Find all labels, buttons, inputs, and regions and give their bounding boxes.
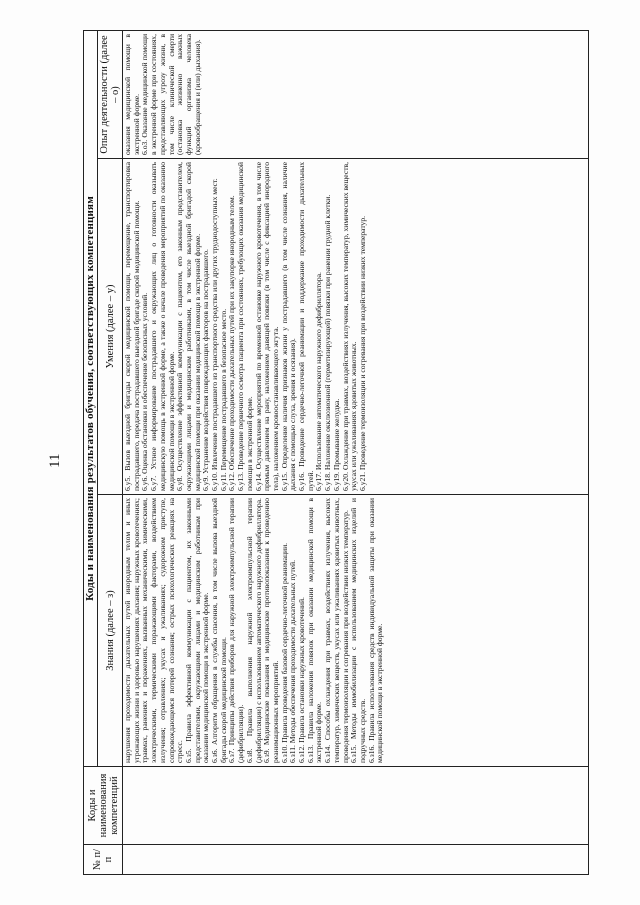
knowledge-item: 6.з14. Способы охлаждения при травмах, воздействиях излучения, высоких температур, химических веществ, укусах или ужаливаниях ядовитых животных, проведения термоизоляции и согревания при воздействии низких температур.: [323, 498, 350, 763]
header-num: № п/п: [84, 845, 123, 875]
header-knowledge: Знания (далее – з): [98, 495, 123, 767]
competencies-table: [83, 30, 589, 875]
experience-item: 6.о3. Оказание медицинской помощи в экстренной форме при состояниях, представляющих угрозу жизни, в том числе клинической смерти (остановка жизненно важных функций организма человека (кровообращения и (или) дыхания).: [140, 33, 202, 155]
cell-skills: [123, 159, 589, 495]
page-number: 11: [47, 453, 63, 468]
cell-num: [123, 845, 589, 875]
header-row-2: [98, 30, 123, 874]
header-group: Коды и наименования результатов обучения, соответствующих компетенциям: [84, 30, 98, 766]
knowledge-item: 6.з15. Методы иммобилизации с использованием медицинских изделий и подручных средств.: [349, 498, 367, 763]
header-codes: Коды и наименования компетенций: [84, 767, 123, 845]
header-row-1: [84, 30, 98, 874]
header-skills: Умения (далее – у): [98, 159, 123, 495]
skill-item: 6.у17. Использование автоматического наружного дефибриллятора.: [314, 272, 324, 491]
skill-item: 6.у6. Оценка обстановки и обеспечение безопасных условий.: [140, 292, 150, 491]
skill-item: 6.у5. Вызов выездной бригады скорой медицинской помощи, перемещение, транспортировка пострадавшего, передача пострадавшего выездной бригаде скорой медицинской помощи.: [123, 162, 141, 491]
skill-item: 6.у12. Обеспечение проходимости дыхательных путей при их закупорке инородным телом.: [227, 195, 237, 491]
skill-item: 6.у9. Устранение воздействия повреждающих факторов на пострадавшего.: [201, 249, 211, 491]
skill-item: 6.у16. Проведение сердечно-легочной реанимации и поддержание проходимости дыхательных путей.: [297, 162, 315, 491]
table-row: [123, 30, 589, 874]
knowledge-item: 6.з9. Медицинские показания и медицинские противопоказания к проведению реанимационных мероприятий.: [262, 498, 280, 763]
skill-item: 6.у15. Определение наличия признаков жизни у пострадавшего (в том числе сознания, наличие дыхания с помощью слуха, зрения и осязания).: [279, 162, 298, 491]
skill-item: 6.у10. Извлечение пострадавшего из транспортного средства или других труднодоступных мест.: [210, 178, 220, 491]
skill-item: 6.у14. Осуществление мероприятий по временной остановке наружного кровотечения, в том числе прямым давлением на рану, наложением давящей повязки (в том числе с фиксацией инородного тела), наложением кровоостанавливающего жгута.: [253, 162, 280, 491]
knowledge-item: 6.з5. Правила эффективной коммуникации с пациентом, их законными представителями, окружающими лицами и медицинским работникам при оказании медицинской помощи в экстренной форме.: [183, 498, 211, 763]
skill-item: 6.у11. Перемещение пострадавшего в безопасное место.: [218, 308, 228, 491]
rotated-sheet: [45, 23, 595, 883]
experience-item: оказания медицинской помощи в экстренной форме.: [123, 33, 141, 155]
knowledge-item: 6.з11. Методы обеспечения проходимости дыхательных путей.: [288, 559, 298, 763]
knowledge-item: 6.з7. Принципы действия приборов для наружной электроимпульсной терапии (дефибрилляции).: [227, 498, 246, 763]
knowledge-item: 6.з10. Правила проведения базовой сердечно-легочной реанимации.: [279, 542, 289, 763]
skill-item: 6.у8. Осуществление эффективной коммуникации с пациентом, его законным представителем, окружающими лицами и медицинским работниками, в том числе выездной бригадой скорой медицинской помощи при оказании медицинской помощи в экстренной форме.: [175, 162, 202, 491]
knowledge-item: 6.з8. Правила выполнения наружной электроимпульсной терапии (дефибрилляции) с использованием автоматического наружного дефибриллятора.: [244, 498, 263, 763]
header-experience: Опыт деятельности (далее – о): [98, 30, 123, 158]
knowledge-item: 6.з6. Алгоритм обращения в службы спасения, в том числе вызова выездной бригады скорой медицинской помощи.: [210, 498, 228, 763]
skill-item: 6.у19. Промывание желудка.: [331, 398, 341, 491]
knowledge-item: нарушения проходимости дыхательных путей инородным телом и иных угрожающих жизни и здоровью нарушениях дыхания; наружных кровотечениях; травмах, ранениях и поражениях, вызванных механическими, химическими, электрическими, термическими поражающими факторами, воздействием излучения; отравлениях; укусах и ужаливаниях; судорожном приступе, сопровождающемся потерей сознания; острых психологических реакциях на стресс.: [123, 498, 185, 763]
cell-knowledge: [123, 495, 589, 767]
skill-item: 6.у21. Проведение термоизоляции и согревания при воздействии низких температур.: [357, 215, 367, 491]
skill-item: 6.у13. Проведение первичного осмотра пациента при состояниях, требующих оказания медицинской помощи в экстренной форме.: [236, 162, 254, 491]
cell-codes: [123, 767, 589, 845]
skill-item: 6.у18. Наложение окклюзионной (герметизирующей) повязки при ранении грудной клетки.: [323, 194, 333, 491]
skill-item: 6.у7. Устное информирование пострадавшего и окружающих лиц о готовности оказывать медицинскую помощь в экстренной форме, а также о начале проведения мероприятий по оказанию медицинской помощи в экстренной форме.: [149, 162, 176, 491]
skill-item: 6.у20. Охлаждение при травмах, воздействиях излучения, высоких температур, химических веществ, укусах или ужаливаниях ядовитых животных.: [340, 162, 359, 491]
knowledge-item: 6.з12. Правила остановки наружных кровотечений.: [297, 597, 307, 763]
knowledge-item: 6.з13. Правила наложения повязок при оказании медицинской помощи в экстренной форме.: [305, 498, 324, 763]
cell-experience: [123, 30, 589, 158]
knowledge-item: 6.з16. Правила использования средств индивидуальной защиты при оказании медицинской помощи в экстренной форме.: [366, 498, 385, 763]
